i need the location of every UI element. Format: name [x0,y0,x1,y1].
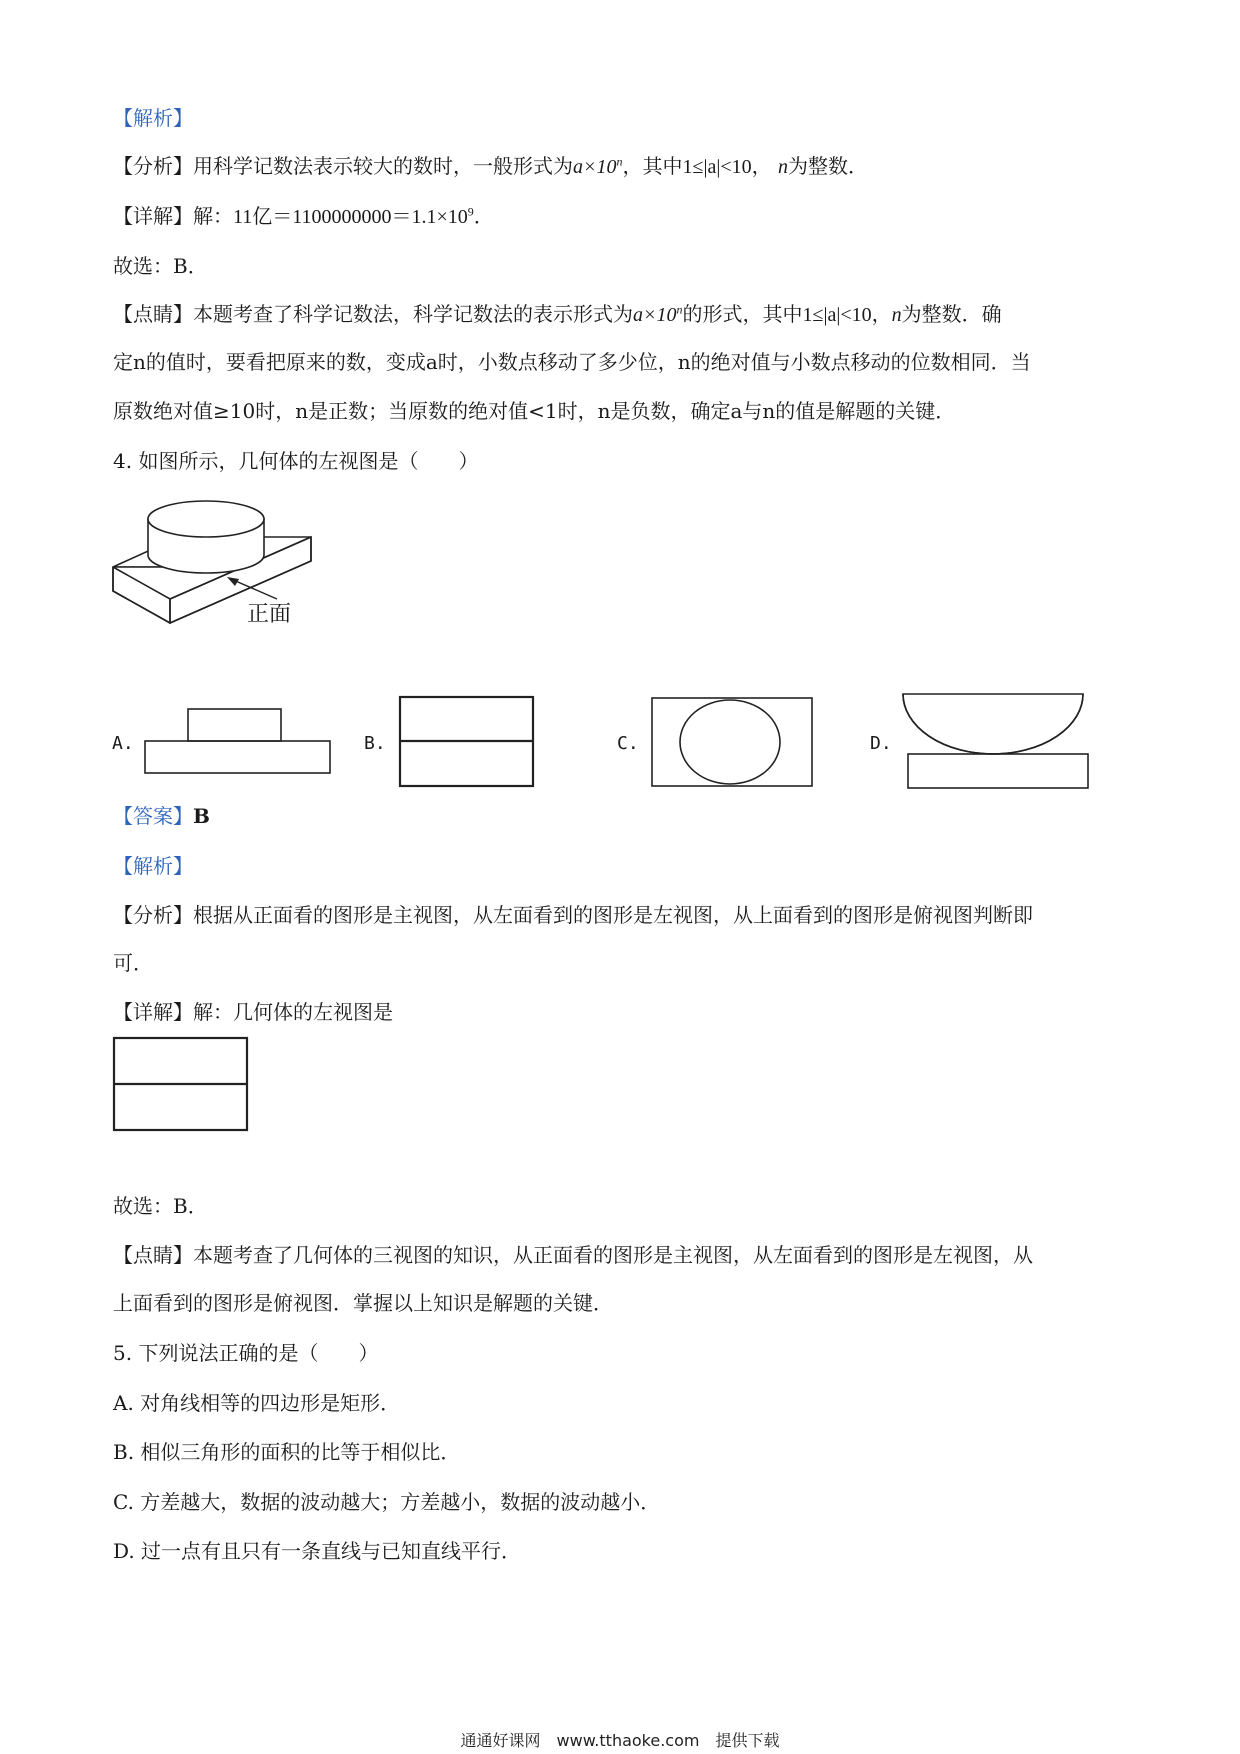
q3-xiangjie-end: ． [473,204,494,228]
q3-fenxi-tag: 【分析】 [113,154,193,178]
q3-dianjing-text-2: 的形式，其中 [682,302,803,326]
q3-xiangjie-formula: 11亿＝1100000000＝1.1×10 [233,206,468,228]
q4-option-b-label: B. [364,733,386,754]
q3-xiangjie-text: 解： [193,204,233,228]
q3-xiangjie-tag: 【详解】 [113,204,193,228]
q3-fenxi-exponent: n [616,154,623,169]
q3-fenxi-text: 用科学记数法表示较大的数时，一般形式为 [193,154,573,178]
q4-fenxi-text: 根据从正面看的图形是主视图，从左面看到的图形是左视图，从上面看到的图形是俯视图判断即 [193,903,1033,927]
q4-answer-line [113,803,210,829]
q4-option-d-label: D. [870,733,892,754]
q4-fenxi-tag: 【分析】 [113,903,193,927]
q3-dianjing-line-2: 定n的值时，要看把原来的数，变成a时，小数点移动了多少位，n的绝对值与小数点移动的位数相同．当 [113,350,1031,374]
q4-option-d-figure [901,692,1091,792]
q3-fenxi-text-3: ， [751,154,772,178]
q5-option-c: C. 方差越大，数据的波动越大；方差越小，数据的波动越小． [113,1490,661,1514]
q3-dianjing-tag: 【点睛】 [113,302,193,326]
q4-answer-tag: 【答案】 [113,804,193,828]
q4-answer-choice: 故选：B． [113,1194,208,1218]
q3-dianjing-text-4: 为整数．确 [901,302,1002,326]
q3-jiexi-heading: 【解析】 [113,106,193,130]
q3-dianjing-formula: a×10 [633,304,677,326]
q4-dianjing-line-1 [113,1242,1033,1268]
q4-jiexi-heading: 【解析】 [113,854,193,878]
q3-fenxi-line [113,153,868,180]
q3-fenxi-text-4: 为整数． [788,154,868,178]
q4-dianjing-text: 本题考查了几何体的三视图的知识，从正面看的图形是主视图，从左面看到的图形是左视图，从 [193,1243,1033,1267]
q4-solution-figure [112,1036,252,1134]
q3-dianjing-text: 本题考查了科学记数法，科学记数法的表示形式为 [193,302,633,326]
q4-xiangjie-tag: 【详解】 [113,1000,193,1024]
q4-xiangjie-text: 解：几何体的左视图是 [193,1000,393,1024]
q4-option-a-label: A. [112,733,134,754]
q3-dianjing-line-1 [113,301,1002,328]
q3-xiangjie-exponent: 9 [467,204,474,219]
q3-xiangjie-line [113,203,494,230]
q4-option-c-label: C. [617,733,639,754]
q4-option-c-figure [650,696,815,790]
q4-dianjing-line-2: 上面看到的图形是俯视图．掌握以上知识是解题的关键． [113,1291,613,1315]
q4-fenxi-line-2: 可． [113,951,153,975]
q3-answer-choice: 故选：B． [113,254,208,278]
q5-option-a: A. 对角线相等的四边形是矩形． [113,1391,401,1415]
q3-dianjing-line-3: 原数绝对值≥10时，n是正数；当原数的绝对值<1时，n是负数，确定a与n的值是解题的关键． [113,399,956,423]
q4-fenxi-line-1 [113,902,1033,928]
q4-front-label: 正面 [247,602,292,627]
q3-fenxi-text-2: ，其中 [622,154,683,178]
q5-stem: 5. 下列说法正确的是（ ） [113,1341,379,1365]
q4-solid-figure [105,495,335,635]
q4-xiangjie-line [113,999,393,1025]
q3-dianjing-condition: 1≤|a|<10 [802,304,872,326]
q3-dianjing-text-3: ， [871,302,892,326]
q5-option-d: D. 过一点有且只有一条直线与已知直线平行． [113,1539,522,1563]
q3-dianjing-exponent: n [676,302,683,317]
q3-dianjing-n: n [891,304,902,326]
q4-answer-value: B [193,804,210,828]
q3-fenxi-condition: 1≤|a|<10 [682,156,752,178]
q3-fenxi-formula: a×10 [573,156,617,178]
q5-option-b: B. 相似三角形的面积的比等于相似比． [113,1440,461,1464]
q4-option-a-figure [143,703,333,777]
q4-stem: 4. 如图所示，几何体的左视图是（ ） [113,449,479,473]
q4-option-b-figure [398,695,538,789]
page-footer: 通通好课网 www.tthaoke.com 提供下载 [460,1731,780,1750]
q4-dianjing-tag: 【点睛】 [113,1243,193,1267]
q3-fenxi-n: n [778,156,788,178]
